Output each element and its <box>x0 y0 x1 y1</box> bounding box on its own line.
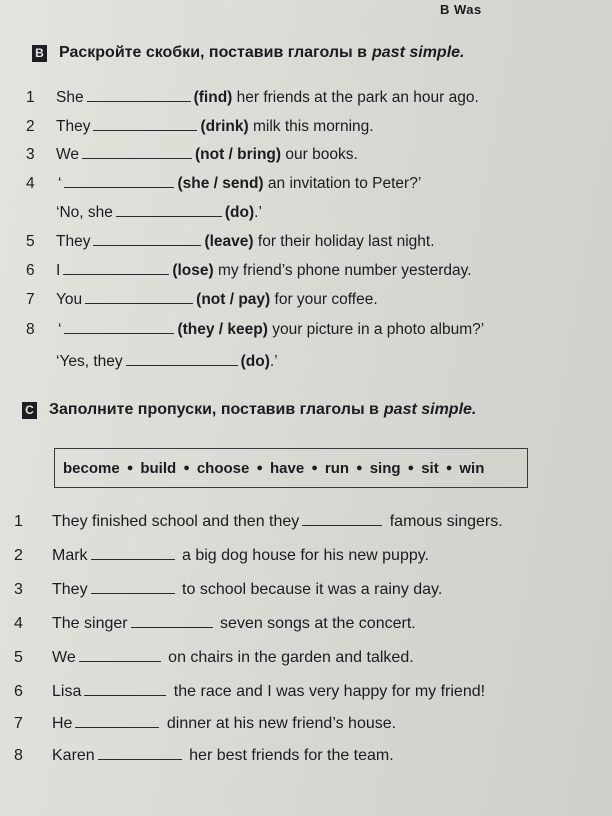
item-text: ‘No, she <box>56 204 113 221</box>
word-bank-word: sing <box>369 459 401 477</box>
b-item-8-answer <box>56 352 278 372</box>
section-c-instruction-em: past simple. <box>383 401 477 418</box>
section-c-heading <box>22 401 476 419</box>
b-item-2 <box>26 117 374 137</box>
item-text: Lisa <box>52 683 82 700</box>
item-text: They finished school and then they <box>52 513 300 530</box>
verb-hint: (not / pay) <box>196 291 271 308</box>
item-number: 5 <box>14 649 23 666</box>
word-bank-word: run <box>324 459 350 477</box>
item-text: She <box>56 89 84 106</box>
item-text: to school because it was a rainy day. <box>177 581 443 598</box>
item-text: my friend’s phone number yesterday. <box>213 262 472 279</box>
item-text: dinner at his new friend’s house. <box>162 715 397 732</box>
word-bank: become ● build ● choose ● have ● run ● sing ● sit ● win <box>54 448 528 488</box>
item-number: 2 <box>26 118 35 135</box>
answer-blank[interactable] <box>85 290 193 304</box>
item-text: the race and I was very happy for my friend! <box>169 683 486 700</box>
item-text: Mark <box>52 547 88 564</box>
b-item-5 <box>26 232 435 252</box>
b-item-1 <box>26 88 479 108</box>
word-bank-word: sit <box>421 459 439 477</box>
item-text: They <box>52 581 88 598</box>
item-number: 4 <box>26 175 35 192</box>
section-b-instruction: Раскройте скобки, поставив глаголы в <box>59 44 367 61</box>
item-text: Karen <box>52 747 95 764</box>
answer-blank[interactable] <box>116 203 222 217</box>
answer-blank[interactable] <box>64 174 174 188</box>
answer-blank[interactable] <box>64 320 174 334</box>
answer-blank[interactable] <box>98 746 182 760</box>
item-text: .’ <box>269 353 278 370</box>
item-text: your picture in a photo album?’ <box>267 321 485 338</box>
item-number: 4 <box>14 615 23 632</box>
item-number: 3 <box>14 581 23 598</box>
c-item-2 <box>14 546 429 566</box>
word-bank-word: become <box>63 459 120 477</box>
section-b-instruction-em: past simple. <box>372 44 465 61</box>
answer-blank[interactable] <box>79 648 161 662</box>
item-text: I <box>56 262 61 279</box>
answer-blank[interactable] <box>63 261 169 275</box>
section-b-heading <box>32 44 464 62</box>
item-text: on chairs in the garden and talked. <box>163 649 414 666</box>
item-text: You <box>56 291 83 308</box>
c-item-7 <box>14 714 396 734</box>
word-bank-word: build <box>140 459 177 477</box>
item-text: her best friends for the team. <box>184 747 394 764</box>
item-number: 1 <box>26 89 35 106</box>
word-bank-word: choose <box>196 459 250 477</box>
c-item-5 <box>14 648 414 668</box>
item-number: 8 <box>26 321 35 338</box>
verb-hint: (find) <box>193 89 233 106</box>
corner-label: B Was <box>440 2 482 17</box>
item-text: ‘ <box>58 321 62 338</box>
c-item-6 <box>14 682 485 702</box>
answer-blank[interactable] <box>91 580 175 594</box>
c-item-1 <box>14 512 503 532</box>
item-text: We <box>56 146 79 163</box>
item-number: 3 <box>26 146 35 163</box>
item-number: 1 <box>14 513 23 530</box>
b-item-6 <box>26 261 472 281</box>
answer-blank[interactable] <box>87 88 191 102</box>
answer-blank[interactable] <box>75 714 159 728</box>
item-number: 6 <box>26 262 35 279</box>
item-text: We <box>52 649 76 666</box>
verb-hint: (leave) <box>204 233 254 250</box>
item-text: milk this morning. <box>248 118 374 135</box>
b-item-8 <box>26 320 484 340</box>
item-text: ‘Yes, they <box>56 353 123 370</box>
b-item-7 <box>26 290 378 310</box>
item-text: for your coffee. <box>270 291 378 308</box>
item-number: 7 <box>26 291 35 308</box>
word-bank-word: win <box>459 459 485 477</box>
item-text: a big dog house for his new puppy. <box>177 547 429 564</box>
verb-hint: (do) <box>224 204 255 221</box>
item-number: 5 <box>26 233 35 250</box>
item-text: an invitation to Peter?’ <box>263 175 422 192</box>
item-number: 6 <box>14 683 23 700</box>
item-text: for their holiday last night. <box>253 233 435 250</box>
verb-hint: (not / bring) <box>194 146 282 163</box>
b-item-4-answer <box>56 203 262 223</box>
answer-blank[interactable] <box>91 546 175 560</box>
verb-hint: (drink) <box>200 118 249 135</box>
answer-blank[interactable] <box>93 117 197 131</box>
c-item-3 <box>14 580 442 600</box>
word-bank-word: have <box>270 459 305 477</box>
item-text: They <box>56 118 91 135</box>
item-text: seven songs at the concert. <box>215 615 416 632</box>
item-text: .’ <box>254 204 262 221</box>
verb-hint: (lose) <box>172 262 214 279</box>
b-item-3 <box>26 145 358 165</box>
item-text: her friends at the park an hour ago. <box>232 89 479 106</box>
c-item-8 <box>14 746 394 766</box>
section-c-badge: C <box>22 402 37 419</box>
verb-hint: (they / keep) <box>177 321 268 338</box>
answer-blank[interactable] <box>126 352 238 366</box>
verb-hint: (do) <box>240 353 270 370</box>
answer-blank[interactable] <box>131 614 213 628</box>
item-text: The singer <box>52 615 128 632</box>
item-number: 8 <box>14 747 23 764</box>
item-text: ‘ <box>58 175 62 192</box>
c-item-4 <box>14 614 416 634</box>
item-text: our books. <box>281 146 358 163</box>
answer-blank[interactable] <box>302 512 382 526</box>
item-number: 7 <box>14 715 23 732</box>
item-text: famous singers. <box>385 513 503 530</box>
section-c-instruction: Заполните пропуски, поставив глаголы в <box>49 401 379 418</box>
answer-blank[interactable] <box>93 232 201 246</box>
item-text: They <box>56 233 91 250</box>
item-text: He <box>52 715 73 732</box>
answer-blank[interactable] <box>84 682 166 696</box>
answer-blank[interactable] <box>82 145 192 159</box>
section-b-badge: B <box>32 45 47 62</box>
item-number: 2 <box>14 547 23 564</box>
verb-hint: (she / send) <box>177 175 264 192</box>
b-item-4 <box>26 174 421 194</box>
